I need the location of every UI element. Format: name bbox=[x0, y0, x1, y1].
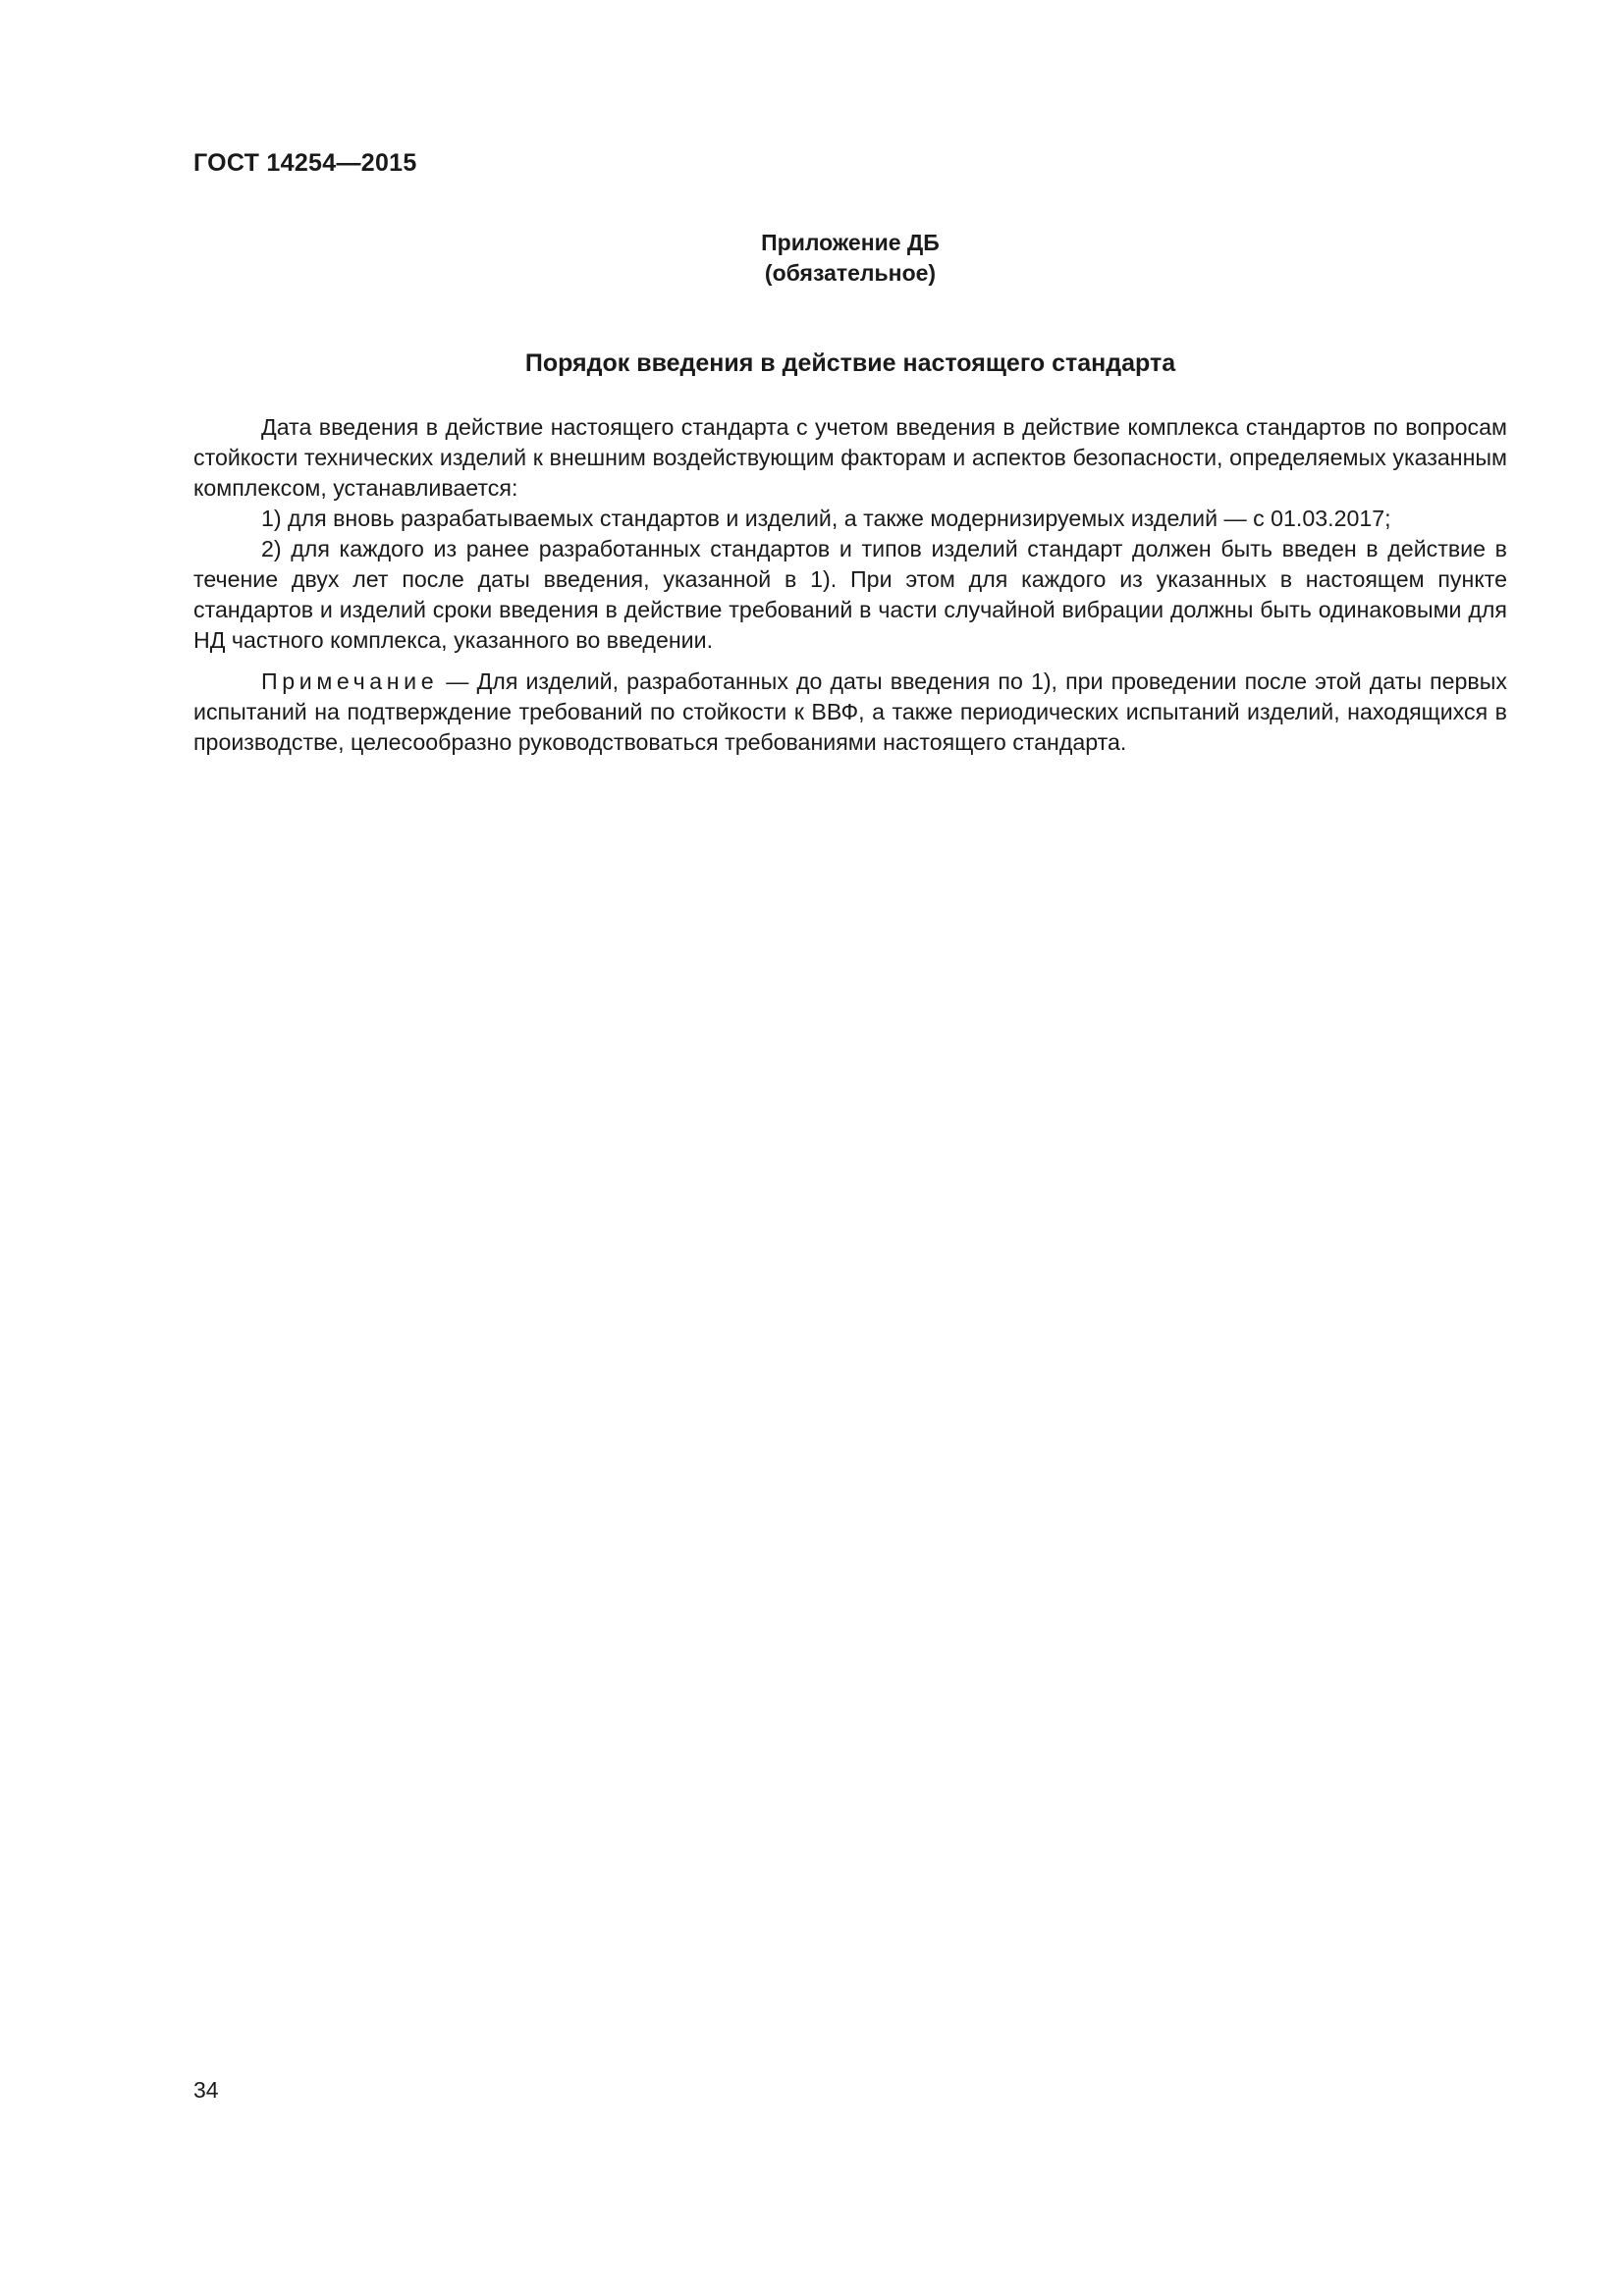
note-text: Для изделий, разработанных до даты введения по 1), при проведении после этой даты первых испытаний на подтверждение требований по стойкости к ВВФ, а также периодических испытаний изделий, находящихся в производстве, целесообразно руководствоваться требованиями настоящего стандарта. bbox=[193, 668, 1507, 755]
body-text bbox=[193, 412, 1507, 758]
appendix-title: Приложение ДБ bbox=[761, 230, 940, 255]
page-number: 34 bbox=[193, 2077, 219, 2103]
note-separator: — bbox=[438, 668, 477, 694]
appendix-status: (обязательное) bbox=[764, 260, 937, 286]
list-item-1: 1) для вновь разрабатываемых стандартов и изделий, а также модернизируемых изделий — с 01.03.2017; bbox=[261, 506, 1391, 531]
document-id: ГОСТ 14254—2015 bbox=[193, 149, 417, 177]
intro-paragraph: Дата введения в действие настоящего стандарта с учетом введения в действие комплекса стандартов по вопросам стойкости технических изделий к внешним воздействующим факторам и аспектов безопасности, определяемых указанным комплексом, устанавливается: bbox=[193, 414, 1507, 501]
list-item-2: 2) для каждого из ранее разработанных стандартов и типов изделий стандарт должен быть введен в действие в течение двух лет после даты введения, указанной в 1). При этом для каждого из указанных в настоящем пункте стандартов и изделий сроки введения в действие требований в части случайной вибрации должны быть одинаковыми для НД частного комплекса, указанного во введении. bbox=[193, 536, 1507, 653]
note-label: Примечание bbox=[261, 668, 439, 694]
appendix-heading bbox=[193, 228, 1507, 289]
section-title: Порядок введения в действие настоящего стандарта bbox=[524, 349, 1176, 377]
note-paragraph bbox=[193, 667, 1507, 758]
